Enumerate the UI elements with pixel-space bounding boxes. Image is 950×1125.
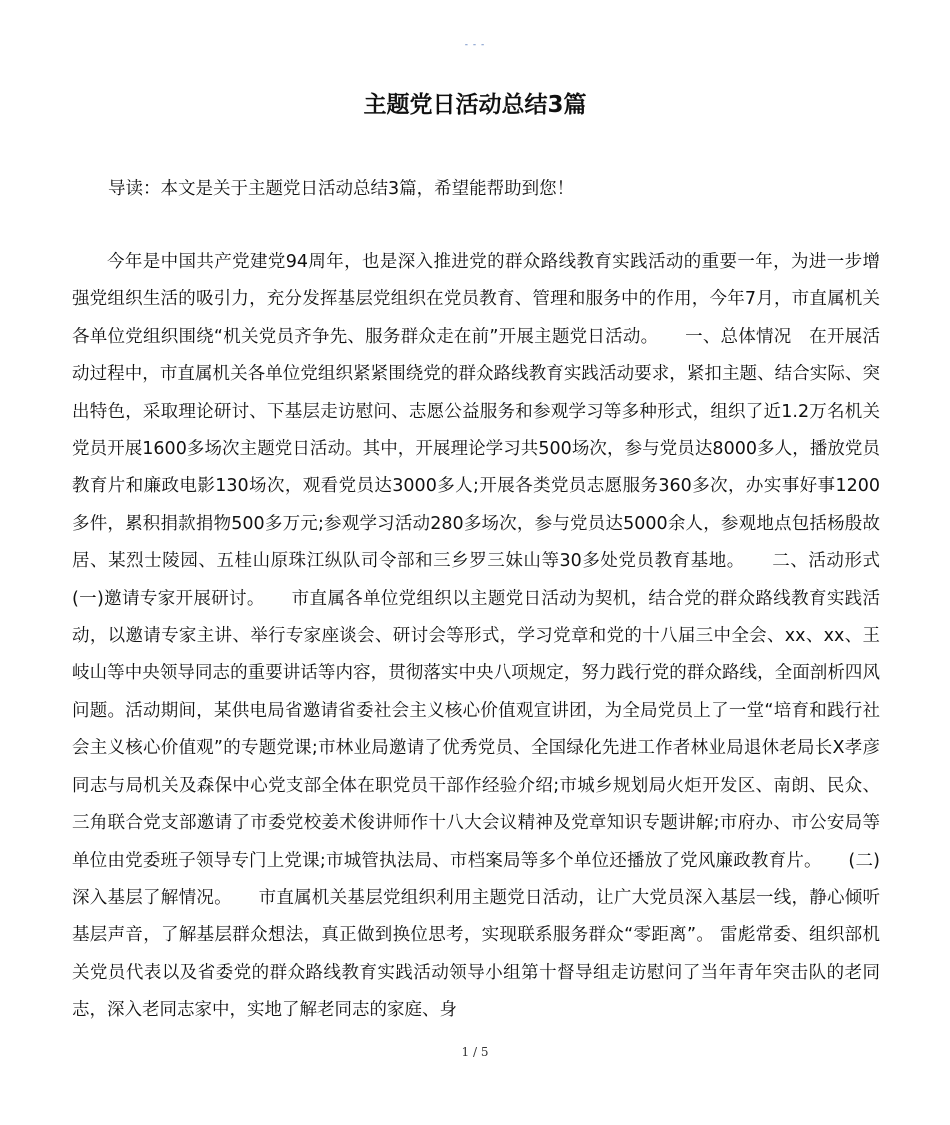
page-number: 1 / 5 — [461, 1045, 489, 1059]
intro-paragraph: 导读：本文是关于主题党日活动总结3篇，希望能帮助到您！ — [108, 179, 575, 199]
body-paragraph: 今年是中国共产党建党94周年，也是深入推进党的群众路线教育实践活动的重要一年，为进一步增强党组织生活的吸引力，充分发挥基层党组织在党员教育、管理和服务中的作用，今年7月，市直属机关各单位党组织围绕“机关党员齐争先、服务群众走在前”开展主题党日活动。 一、总体情况 在开展活动过程中，市直属机关各单位党组织紧紧围绕党的群众路线教育实践活动要求，紧扣主题、结合实际、突出特色，采取理论研讨、下基层走访慰问、志愿公益服务和参观学习等多种形式，组织了近1.2万名机关党员开展1600多场次主题党日活动。其中，开展理论学习共500场次，参与党员达8000多人，播放党员教育片和廉政电影130场次，观看党员达3000多人;开展各类党员志愿服务360多次，办实事好事1200多件，累积捐款捐物500多万元;参观学习活动280多场次，参与党员达5000余人，参观地点包括杨殷故居、某烈士陵园、五桂山原珠江纵队司令部和三乡罗三妹山等30多处党员教育基地。 二、活动形式 (一)邀请专家开展研讨。 市直属各单位党组织以主题党日活动为契机，结合党的群众路线教育实践活动，以邀请专家主讲、举行专家座谈会、研讨会等形式，学习党章和党的十八届三中全会、xx、xx、王岐山等中央领导同志的重要讲话等内容，贯彻落实中央八项规定，努力践行党的群众路线，全面剖析四风问题。活动期间，某供电局省邀请省委社会主义核心价值观宣讲团，为全局党员上了一堂“培育和践行社会主义核心价值观”的专题党课;市林业局邀请了优秀党员、全国绿化先进工作者林业局退休老局长X孝彦同志与局机关及森保中心党支部全体在职党员干部作经验介绍;市城乡规划局火炬开发区、南朗、民众、三角联合党支部邀请了市委党校姜术俊讲师作十八大会议精神及党章知识专题讲解;市府办、市公安局等单位由党委班子领导专门上党课;市城管执法局、市档案局等多个单位还播放了党风廉政教育片。 (二)深入基层了解情况。 市直属机关基层党组织利用主题党日活动，让广大党员深入基层一线，静心倾听基层声音，了解基层群众想法，真正做到换位思考，实现联系服务群众“零距离”。 雷彪常委、组织部机关党员代表以及省委党的群众路线教育实践活动领导小组第十督导组走访慰问了当年青年突击队的老同志，深入老同志家中，实地了解老同志的家庭、身 — [72, 252, 915, 1021]
header-decoration: - - - — [464, 40, 486, 50]
page-title: 主题党日活动总结3篇 — [363, 92, 587, 118]
